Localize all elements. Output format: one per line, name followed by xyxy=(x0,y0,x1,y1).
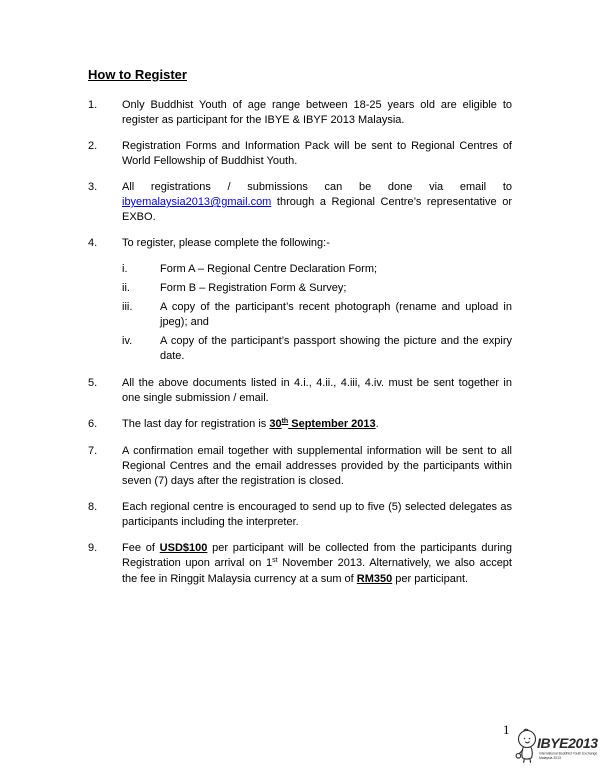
item-text xyxy=(122,376,512,406)
item-number: 6. xyxy=(88,418,98,430)
text-segment: Each regional centre is encouraged to send up to five (5) selected delegates as participants including the interpreter. xyxy=(122,501,512,528)
list-item xyxy=(88,98,512,128)
item-text xyxy=(160,262,512,277)
page-title: How to Register xyxy=(88,67,187,82)
list-item xyxy=(88,444,512,489)
sub-list-item xyxy=(88,262,512,277)
text-segment: A copy of the participant’s passport showing the picture and the expiry date. xyxy=(160,335,512,362)
ibye-logo-graphic xyxy=(514,726,598,772)
item-text xyxy=(160,281,512,296)
text-segment: September 2013 xyxy=(288,418,376,430)
item-number: 4. xyxy=(88,237,98,249)
text-segment: USD$100 xyxy=(159,542,208,554)
text-segment: November 2013. Alternatively, we also accept the fee in Ringgit Malaysia currency at a sum of xyxy=(122,557,512,585)
list-item xyxy=(88,417,512,433)
document-content xyxy=(88,66,512,598)
text-segment: 30 xyxy=(269,418,282,430)
item-text xyxy=(122,500,512,530)
text-segment: Form A – Regional Centre Declaration Form; xyxy=(160,263,378,275)
text-segment: A copy of the participant’s recent photograph (rename and upload in jpeg); and xyxy=(160,301,512,328)
text-segment: per participant. xyxy=(392,573,469,585)
sub-list-item xyxy=(88,281,512,296)
instruction-list xyxy=(88,98,512,587)
item-text xyxy=(122,541,512,587)
list-item xyxy=(88,541,512,587)
text-segment: RM350 xyxy=(356,573,393,585)
text-segment: All the above documents listed in 4.i., 4.ii., 4.iii, 4.iv. must be sent together in one single submission / email. xyxy=(122,377,512,404)
list-item xyxy=(88,500,512,530)
logo-tagline-line2: Malaysia 2013 xyxy=(539,756,561,760)
item-number: 8. xyxy=(88,501,98,513)
text-segment: per participant will be collected from the participants during Registration upon arrival on 1 xyxy=(122,542,512,569)
item-number: 7. xyxy=(88,445,98,457)
item-text xyxy=(122,444,512,489)
item-number: i. xyxy=(122,263,128,275)
sub-list-item xyxy=(88,334,512,364)
item-text xyxy=(160,334,512,364)
text-segment: through a Regional Centre’s representative or EXBO. xyxy=(122,196,512,223)
text-segment: Registration Forms and Information Pack will be sent to Regional Centres of World Fellowship of Buddhist Youth. xyxy=(122,140,512,167)
item-number: 1. xyxy=(88,99,98,111)
list-item xyxy=(88,180,512,225)
text-segment: The last day for registration is xyxy=(122,418,270,430)
text-segment: Fee of xyxy=(122,542,160,554)
email-link[interactable]: ibyemalaysia2013@gmail.com xyxy=(122,196,272,208)
text-segment: st xyxy=(272,557,278,564)
mascot-icon xyxy=(516,729,535,762)
item-number: 5. xyxy=(88,377,98,389)
text-segment: th xyxy=(281,418,289,425)
item-number: 3. xyxy=(88,181,98,193)
item-text xyxy=(122,417,512,433)
list-item xyxy=(88,139,512,169)
item-number: iii. xyxy=(122,301,133,313)
text-segment: Form B – Registration Form & Survey; xyxy=(160,282,347,294)
item-text xyxy=(122,236,512,251)
list-item xyxy=(88,376,512,406)
item-text xyxy=(122,139,512,169)
item-text xyxy=(122,98,512,128)
item-text xyxy=(160,300,512,330)
page-number: 1 xyxy=(503,722,510,737)
text-segment: . xyxy=(375,418,379,430)
text-segment: To register, please complete the following:- xyxy=(122,237,330,249)
logo-tagline-line1: International Buddhist Youth Exchange xyxy=(539,751,598,756)
item-text xyxy=(122,180,512,225)
text-segment: All registrations / submissions can be done via email to xyxy=(122,181,512,193)
item-number: ii. xyxy=(122,282,130,294)
logo-brand-text: IBYE2013 xyxy=(537,735,598,751)
list-item xyxy=(88,236,512,251)
item-number: 2. xyxy=(88,140,98,152)
text-segment: A confirmation email together with supplemental information will be sent to all Regional Centres and the email addresses provided by the participants within seven (7) days after the registration is closed. xyxy=(122,445,512,487)
ibye-logo xyxy=(514,726,598,772)
text-segment: Only Buddhist Youth of age range between 18-25 years old are eligible to register as participant for the IBYE & IBYF 2013 Malaysia. xyxy=(122,99,512,126)
sub-list-item xyxy=(88,300,512,330)
item-number: 9. xyxy=(88,542,98,554)
item-number: iv. xyxy=(122,335,133,347)
